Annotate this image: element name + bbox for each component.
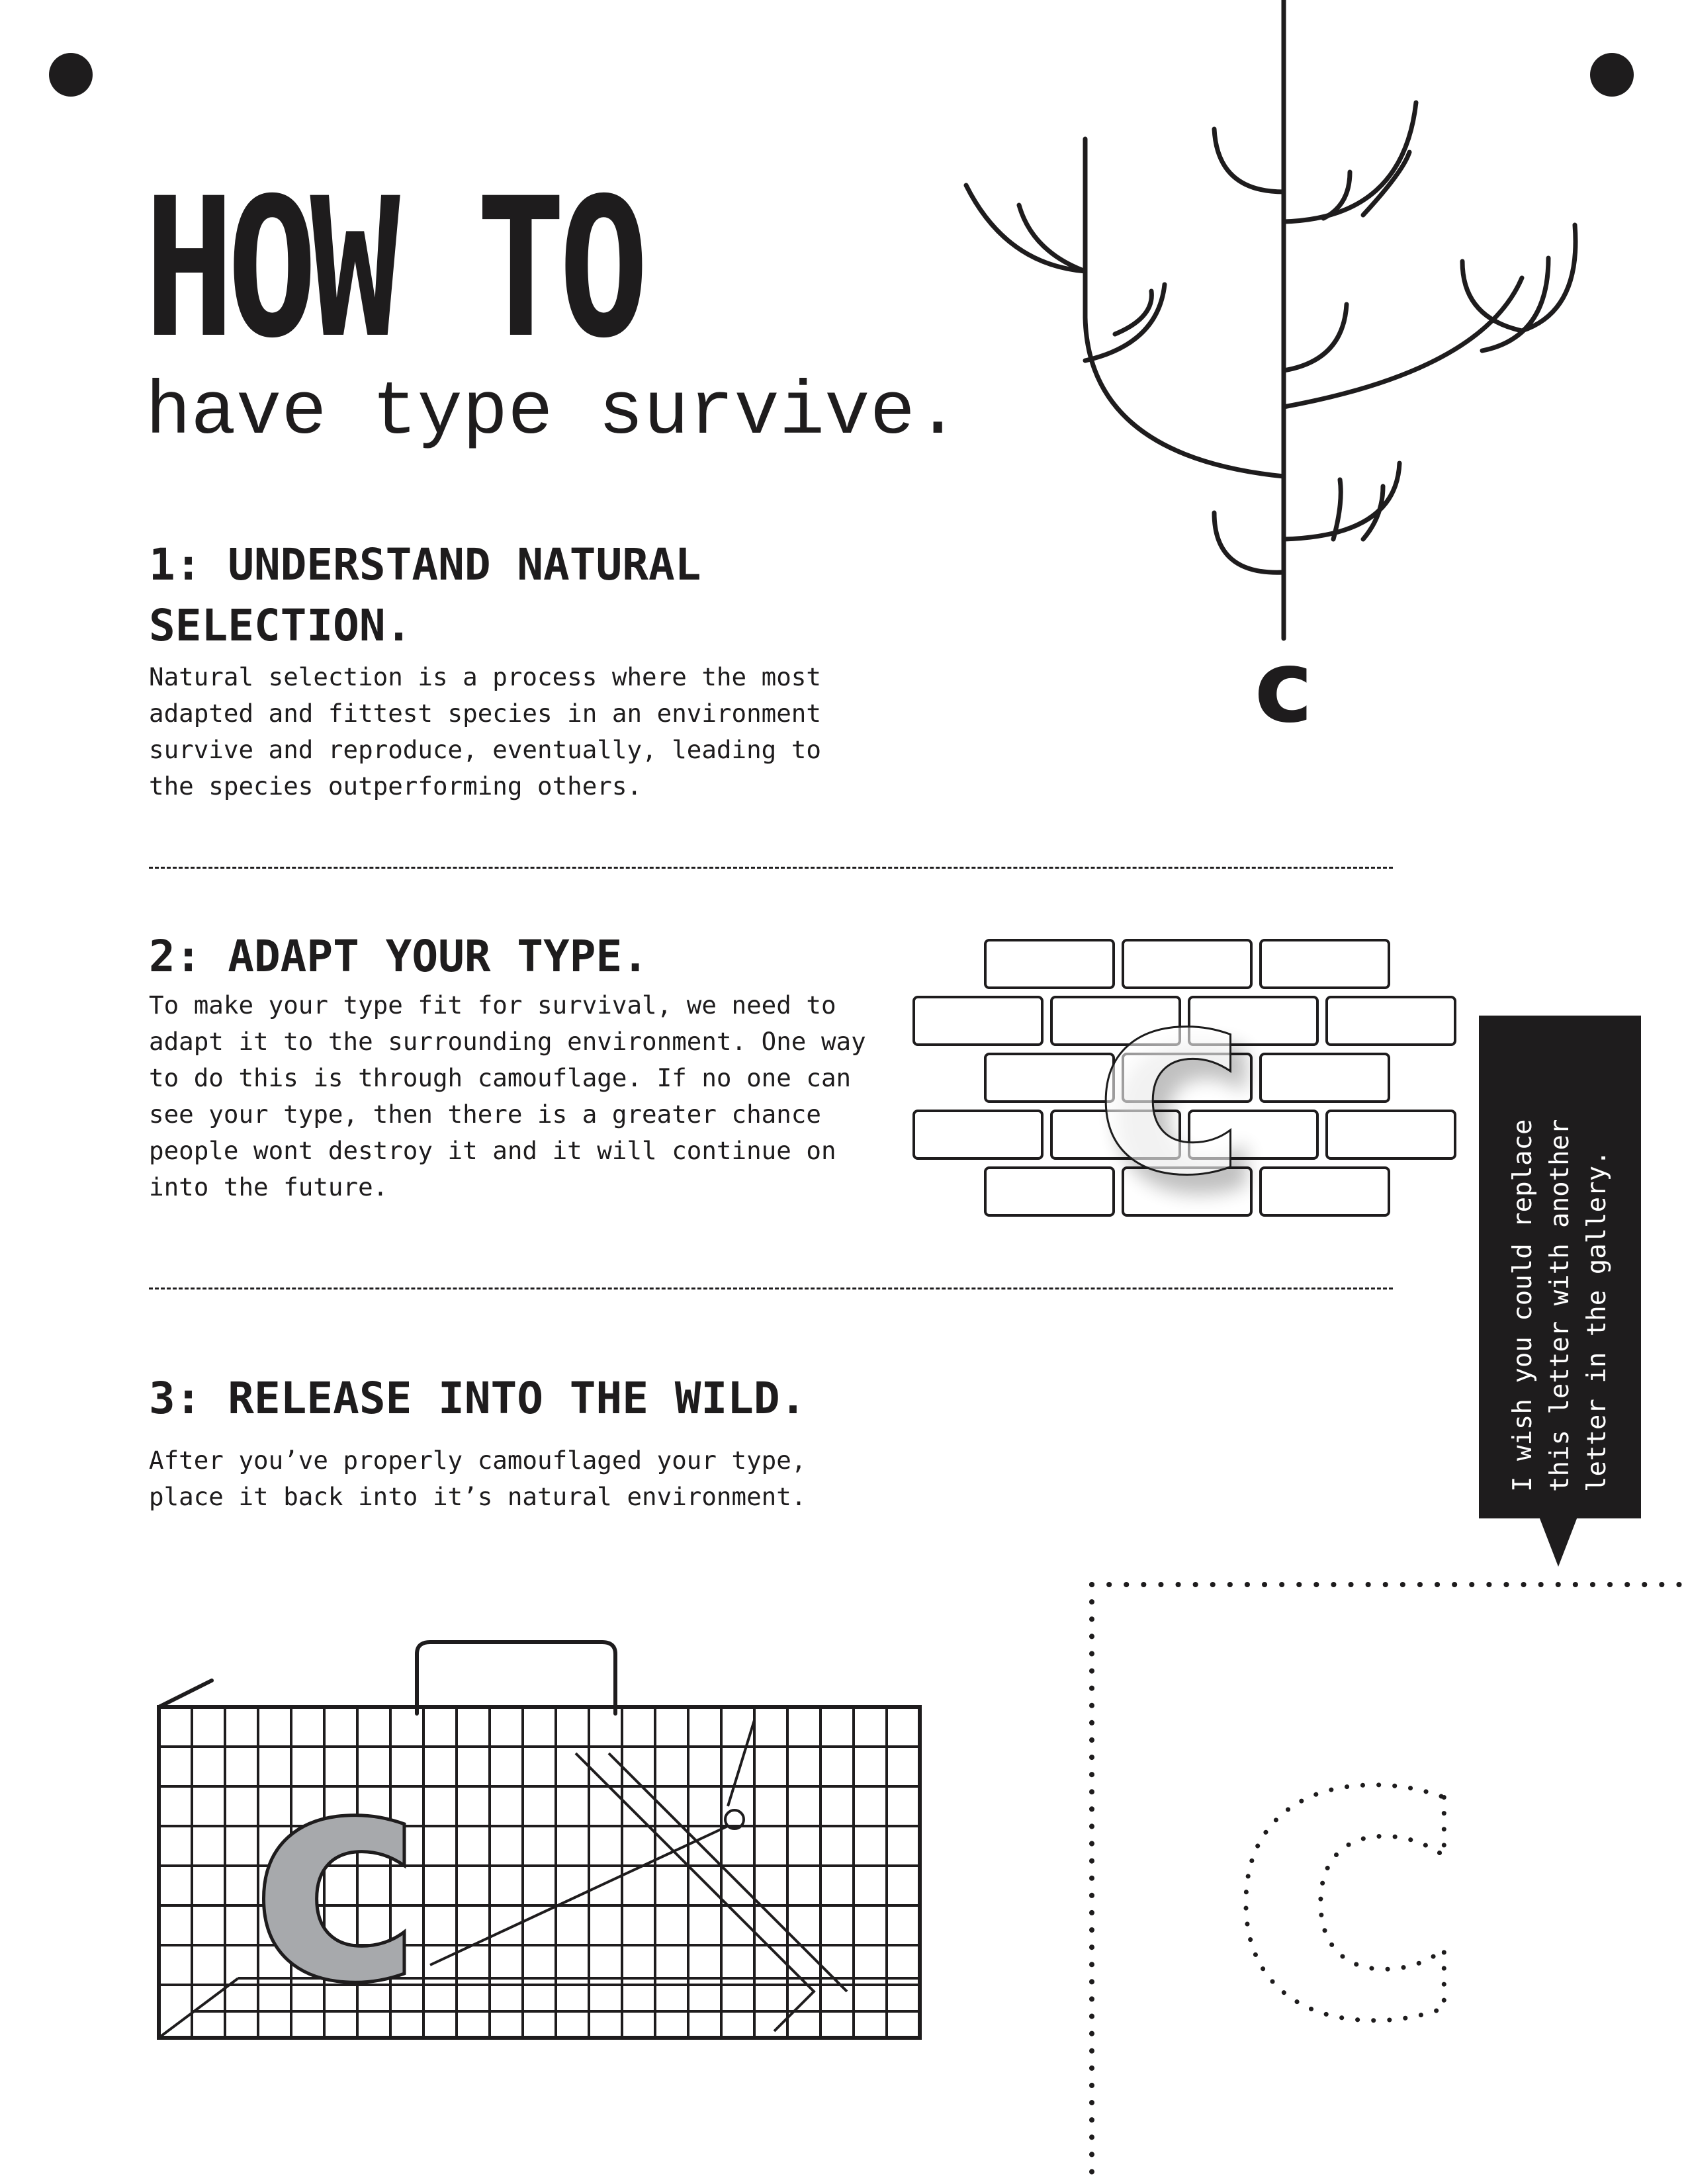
step-2	[149, 926, 866, 1205]
step-1	[149, 535, 821, 805]
step-3-body: After you’ve properly camouflaged your type, place it back into it’s natural environment.	[149, 1446, 807, 1511]
step-1-heading-line-2: SELECTION.	[149, 600, 412, 651]
page-title: HOW TO	[144, 157, 642, 380]
cage-letter: c	[251, 1708, 424, 2047]
tree-letter: c	[1254, 630, 1313, 745]
page-subtitle: have type survive.	[146, 371, 961, 456]
dotted-letter: c	[1228, 1635, 1472, 2112]
step-2-heading: 2: ADAPT YOUR TYPE.	[149, 931, 648, 982]
step-1-heading-line-1: 1: UNDERSTAND NATURAL	[149, 539, 701, 590]
callout-text: I wish you could replace this letter with another letter in the gallery.	[1507, 1119, 1612, 1492]
step-2-body: To make your type fit for survival, we need to adapt it to the surrounding environment. One way to do this is through camouflage. If no one can see your type, then there is a greater chance people wont destroy it and it will continue on into the future.	[149, 990, 866, 1201]
divider-2	[149, 1288, 1393, 1289]
step-1-body: Natural selection is a process where the most adapted and fittest species in an environment survive and reproduce, eventually, leading to the species outperforming others.	[149, 662, 821, 801]
corner-dot-left	[49, 53, 93, 97]
step-3-heading: 3: RELEASE INTO THE WILD.	[149, 1373, 807, 1424]
brick-wall-illustration	[910, 932, 1466, 1232]
speech-callout	[1479, 1016, 1641, 1518]
cage-trap-illustration	[152, 1634, 926, 2047]
divider-1	[149, 867, 1393, 869]
step-3	[149, 1368, 806, 1515]
tree-illustration	[953, 0, 1601, 745]
callout-tail	[1538, 1515, 1578, 1567]
wall-letter: c	[1094, 932, 1248, 1232]
dotted-frame	[1085, 1578, 1688, 2184]
